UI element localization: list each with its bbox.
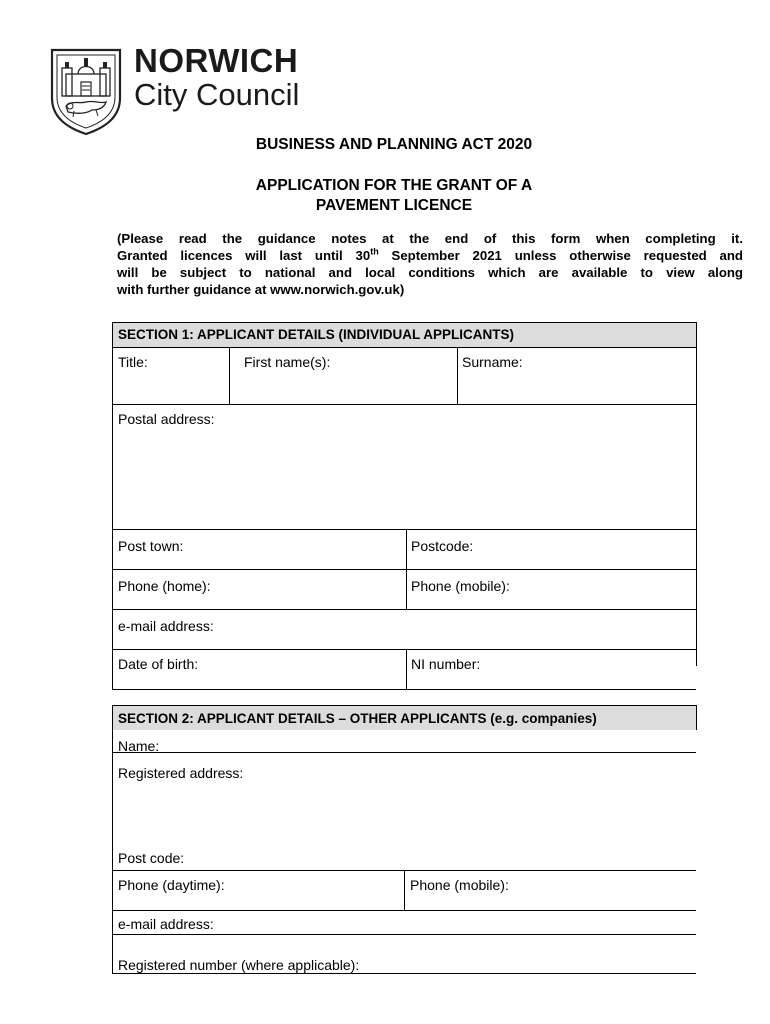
intro-line2 [117,247,743,264]
phone-home-field[interactable] [112,570,406,609]
email-field[interactable] [112,610,696,649]
application-title-line1: APPLICATION FOR THE GRANT OF A [255,177,533,194]
post-code-label: Post code: [118,850,185,866]
intro-line1: (Please read the guidance notes at the end of this form when completing it. [117,231,743,246]
ni-number-label: NI number: [411,656,481,672]
email-label: e-mail address: [118,618,214,634]
org-subtitle: City Council [134,77,300,112]
title-label: Title: [118,354,148,370]
section1-heading: SECTION 1: APPLICANT DETAILS (INDIVIDUAL APPLICANTS) [112,323,696,347]
crest-icon [46,44,126,136]
org-wordmark [134,44,299,110]
section2-table [112,705,696,975]
postcode-field[interactable] [406,530,696,569]
phone-daytime-field[interactable] [112,871,404,910]
application-title [0,176,770,216]
section1-table [112,322,696,690]
registered-address-label: Registered address: [118,765,244,781]
intro-line2-sup: th [370,246,379,257]
postcode-label: Postcode: [411,538,474,554]
intro-line3: will be subject to national and local conditions which are available to view along [117,265,743,280]
first-name-label: First name(s): [244,354,331,370]
council-crest-logo [46,44,126,136]
intro-line4: with further guidance at www.norwich.gov.uk) [117,282,405,297]
postal-address-field[interactable] [112,405,696,529]
surname-field[interactable] [457,348,696,404]
ni-number-field[interactable] [406,650,696,689]
company-email-label: e-mail address: [118,916,214,932]
phone-daytime-label: Phone (daytime): [118,877,225,893]
phone-home-label: Phone (home): [118,578,211,594]
company-name-label: Name: [118,738,160,754]
date-of-birth-field[interactable] [112,650,406,689]
post-town-label: Post town: [118,538,184,554]
section2-heading: SECTION 2: APPLICANT DETAILS – OTHER APPLICANTS (e.g. companies) [112,706,696,730]
first-name-field[interactable] [238,348,457,404]
intro-note [117,230,743,298]
registered-number-field[interactable] [112,935,696,973]
title-field[interactable] [112,348,229,404]
registered-address-field[interactable] [112,753,696,848]
post-town-field[interactable] [112,530,406,569]
company-name-field[interactable] [112,732,696,752]
date-of-birth-label: Date of birth: [118,656,199,672]
intro-line2-pre: Granted licences will last until 30 [117,248,371,263]
intro-line2-post: September 2021 unless otherwise requested and [378,248,743,263]
phone-mobile-label: Phone (mobile): [411,578,510,594]
act-title: BUSINESS AND PLANNING ACT 2020 [255,136,533,153]
company-phone-mobile-field[interactable] [404,871,696,910]
postal-address-label: Postal address: [118,411,215,427]
registered-number-label: Registered number (where applicable): [118,957,360,973]
post-code-field[interactable] [112,848,696,870]
org-name: NORWICH [134,42,299,79]
company-email-field[interactable] [112,911,696,934]
phone-mobile-field[interactable] [406,570,696,609]
company-phone-mobile-label: Phone (mobile): [410,877,509,893]
application-title-line2: PAVEMENT LICENCE [315,197,473,214]
surname-label: Surname: [462,354,523,370]
